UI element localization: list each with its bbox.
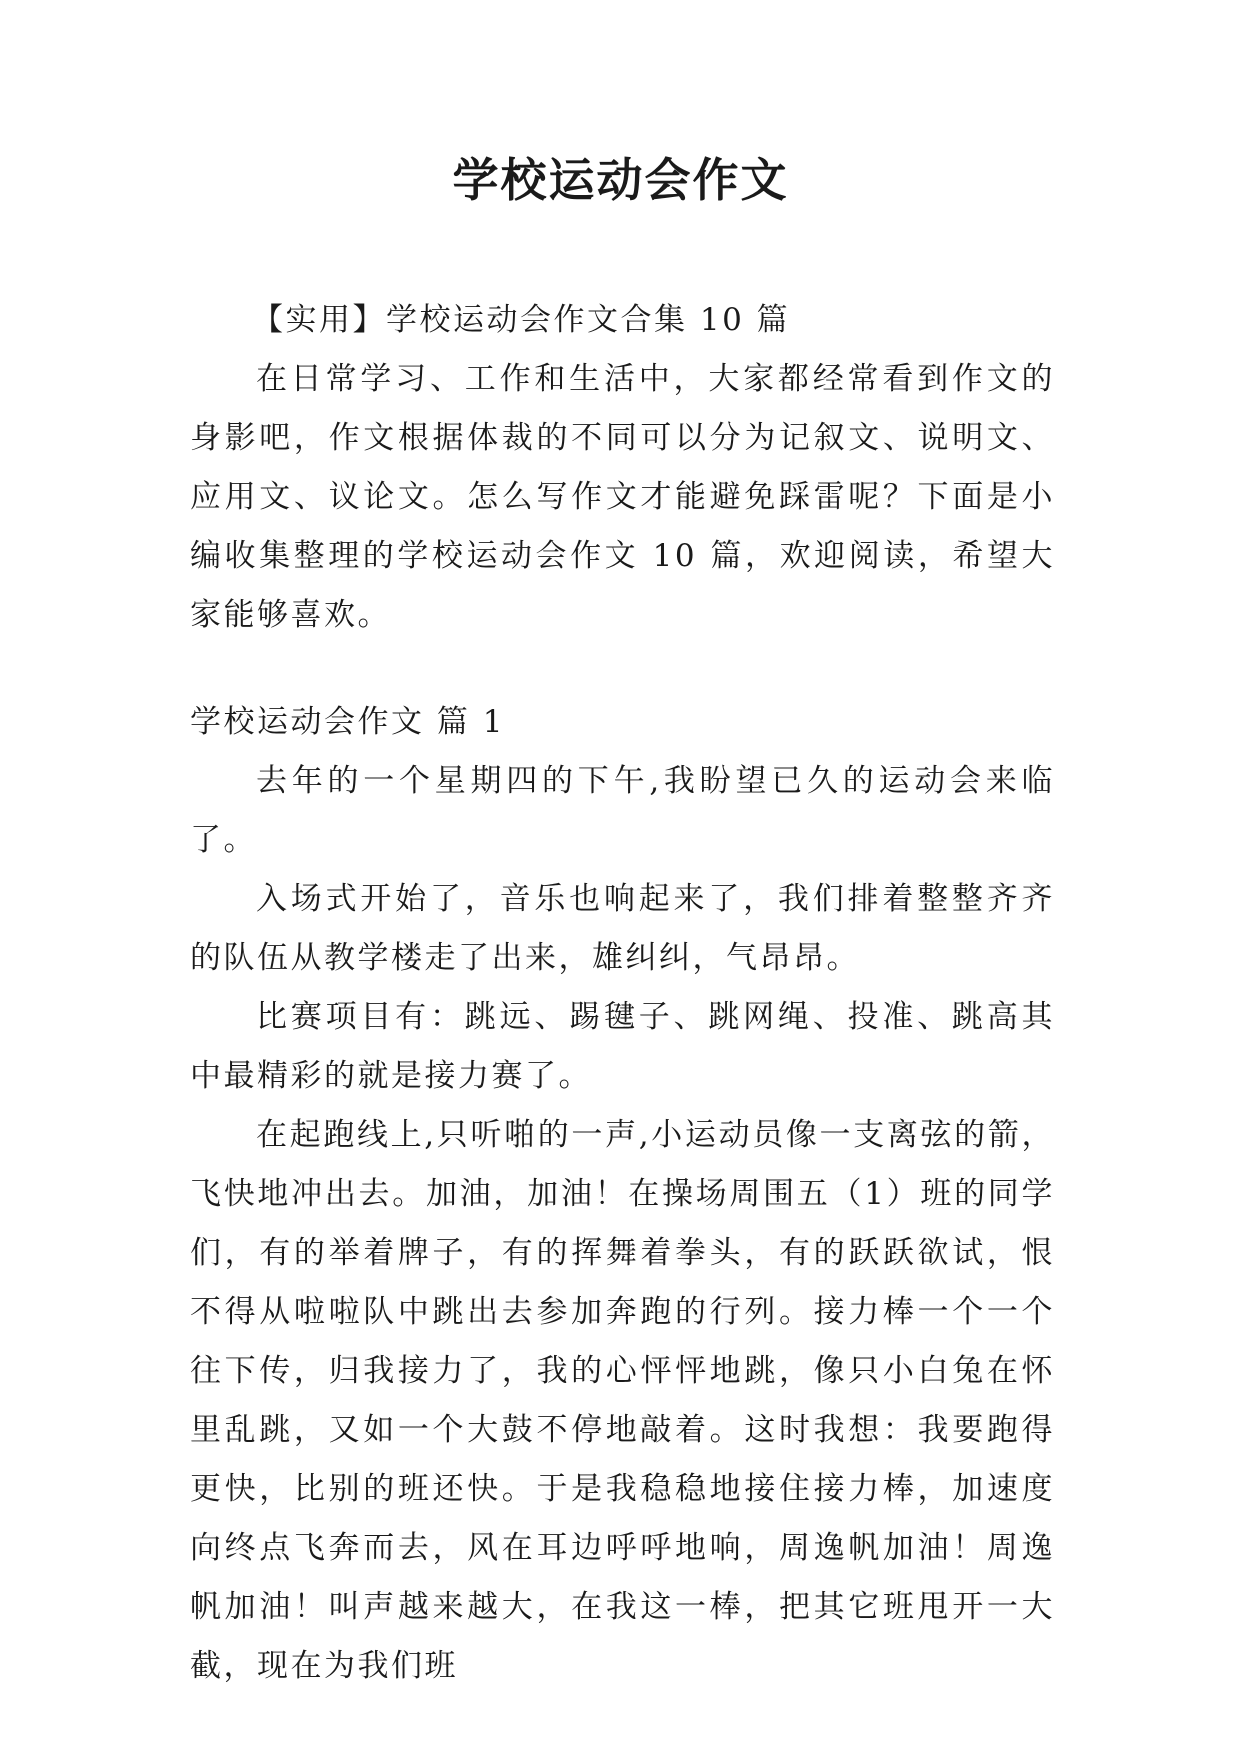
section-paragraph: 入场式开始了，音乐也响起来了，我们排着整整齐齐的队伍从教学楼走了出来，雄纠纠，气昂昂。 — [190, 881, 1055, 976]
intro-heading — [190, 291, 1055, 350]
intro-paragraph: 在日常学习、工作和生活中，大家都经常看到作文的身影吧，作文根据体裁的不同可以分为记叙文、说明文、应用文、议论文。怎么写作文才能避免踩雷呢？下面是小编收集整理的学校运动会作文 10 篇，欢迎阅读，希望大家能够喜欢。 — [190, 361, 1055, 633]
intro-heading-text: 【实用】学校运动会作文合集 10 篇 — [252, 302, 791, 338]
section-paragraph: 比赛项目有：跳远、踢毽子、跳网绳、投准、跳高其中最精彩的就是接力赛了。 — [190, 999, 1055, 1094]
section-paragraph: 在起跑线上,只听啪的一声,小运动员像一支离弦的箭，飞快地冲出去。加油，加油！在操场周围五（1）班的同学们，有的举着牌子，有的挥舞着拳头，有的跃跃欲试，恨不得从啦啦队中跳出去参加奔跑的行列。接力棒一个一个往下传，归我接力了，我的心怦怦地跳，像只小白兔在怀里乱跳，又如一个大鼓不停地敲着。这时我想：我要跑得更快，比别的班还快。于是我稳稳地接住接力棒，加速度向终点飞奔而去，风在耳边呼呼地响，周逸帆加油！周逸帆加油！叫声越来越大，在我这一棒，把其它班甩开一大截，现在为我们班 — [190, 1117, 1055, 1684]
section-heading: 学校运动会作文 篇 1 — [190, 704, 505, 740]
section-body — [190, 752, 1055, 1696]
section-paragraph: 去年的一个星期四的下午,我盼望已久的运动会来临了。 — [190, 763, 1055, 858]
document-title: 学校运动会作文 — [452, 153, 789, 207]
